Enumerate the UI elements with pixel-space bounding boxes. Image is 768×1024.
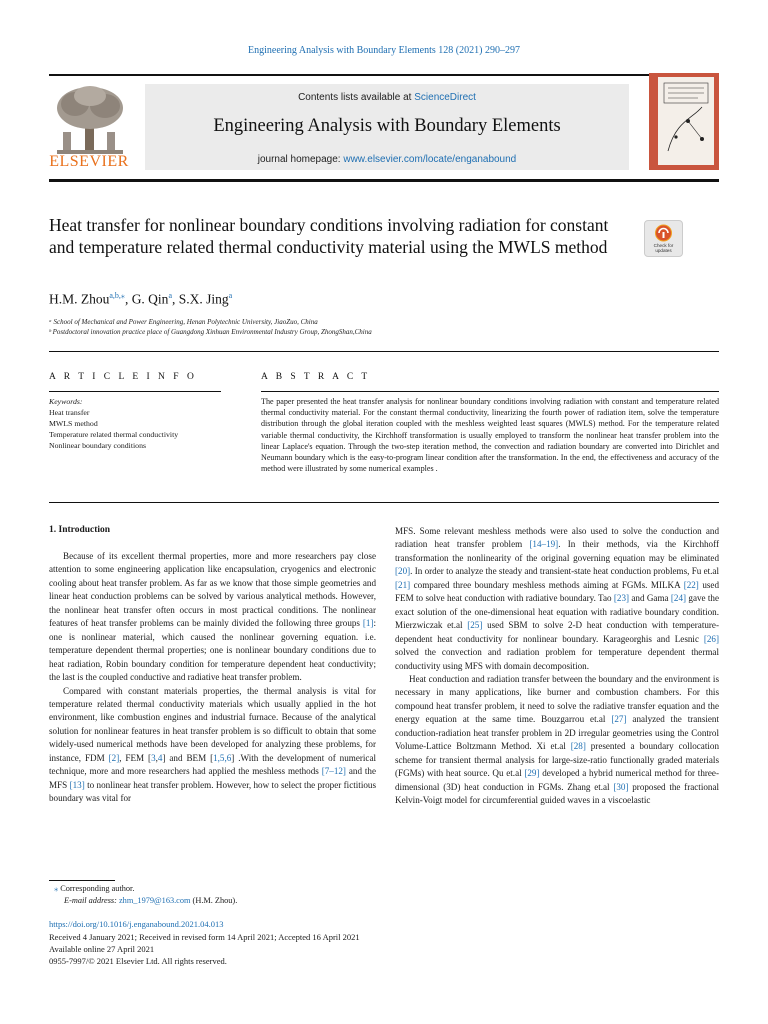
author-sep: , (172, 291, 179, 307)
available-online: Available online 27 April 2021 (49, 944, 155, 954)
text-run: ] .With the development of numerical technique, more and more researchers had applied the meshless methods (49, 752, 377, 777)
citation-link[interactable]: [7–12] (321, 766, 346, 777)
email-link[interactable]: zhm_1979@163.com (119, 896, 191, 905)
journal-reference-link[interactable]: Engineering Analysis with Boundary Elements 128 (2021) 290–297 (248, 45, 520, 56)
paragraph (395, 525, 719, 673)
citation-link[interactable]: [30] (613, 781, 629, 792)
text-run: ] and BEM [ (162, 752, 214, 763)
corresponding-label: Corresponding author. (58, 884, 135, 893)
text-run: Because of its excellent thermal properties, more and more researchers pay close attention to some engineering application like encapsulation, cryogenics and electronic cooling about heat transfer problem. As far as we know that those simple geometries and linear heat conduction problems can be solved by various analytical methods. However, the nonlinear heat transfer often occurs in most practical conditions. The nonlinear features of heat transfer problems can be mainly divided the following three groups (49, 551, 376, 629)
email-suffix: (H.M. Zhou). (190, 896, 238, 905)
citation-link[interactable]: [26] (703, 633, 719, 644)
received-dates: Received 4 January 2021; Received in revised form 14 April 2021; Accepted 16 April 2021 (49, 932, 360, 942)
citation-link[interactable]: [29] (524, 768, 540, 779)
text-run: presented a boundary collocation scheme for transient thermal analysis for large-size-ratio functionally graded materials (FGMs) with heat source. Qu et.al (395, 741, 719, 779)
citation-link[interactable]: [23] (613, 593, 630, 604)
contents-prefix: Contents lists available at (298, 92, 415, 103)
paragraph (395, 673, 719, 808)
text-run: solved the convection and radiation problem for temperature dependent thermal conductivity using MFS with domain decomposition. (395, 647, 719, 671)
contents-line (145, 92, 629, 103)
author-3[interactable]: S.X. Jing (178, 291, 229, 307)
citation-link[interactable]: [20] (395, 566, 411, 577)
copyright: 0955-7997/© 2021 Elsevier Ltd. All rights reserved. (49, 956, 227, 966)
citation-link[interactable]: 4 (157, 752, 163, 763)
masthead (49, 74, 719, 182)
text-run: Heat conduction and radiation transfer between the boundary and the environment is necessary in many applications, like burner and combustion chambers. For this compound heat transfer problem, it need to solve the radiative transfer equation and the energy equation at the same time. Bouzgarrou et.al (395, 673, 719, 725)
text-run: to nonlinear heat transfer problem. However, how to select the proper fictitious boundary was vital for (49, 779, 376, 804)
cover-art (658, 77, 714, 165)
citation-link[interactable]: [2] (108, 752, 120, 763)
keyword-item: MWLS method (49, 419, 98, 428)
publisher-name: ELSEVIER (49, 153, 129, 170)
citation-link[interactable]: [25] (467, 620, 483, 631)
author-sep: , (124, 291, 132, 307)
citation-link[interactable]: [28] (570, 741, 586, 752)
text-run: gave the exact solution of the one-dimensional heat equation with radiative boundary condition. Mierzwiczak et.al (395, 593, 720, 631)
author-2-affil[interactable]: a (168, 291, 172, 300)
author-1-affil[interactable]: a,b,⁎ (109, 291, 125, 300)
keyword-item: Nonlinear boundary conditions (49, 441, 147, 450)
sciencedirect-link[interactable]: ScienceDirect (414, 92, 476, 103)
citation-link[interactable]: [21] (395, 579, 411, 590)
divider (261, 391, 719, 392)
divider (49, 502, 719, 503)
right-column (395, 525, 719, 808)
citation-link[interactable]: [14–19] (529, 539, 559, 550)
keyword-item: Heat transfer (49, 408, 90, 417)
journal-homepage-link[interactable]: www.elsevier.com/locate/enganabound (343, 154, 517, 165)
paragraph (49, 550, 376, 685)
abstract-text: The paper presented the heat transfer analysis for nonlinear boundary conditions involving radiation with constant and temperature related thermal conductivity material. For the constant thermal conductivity, linearizing the fourth power of radiation item, solve the temperature distribution through the global iteration coupled with the meshless weighted least squares (MWLS) method. For the temperature related variable thermal conductivity, the Kirchhoff transformation is usually employed to transform the nonlinear heat transfer problem into the linear Laplace's equation. Through the two-step iteration method, the convection and radiation boundary are converted into Dirichlet and Neumann boundary which is the easy-to-program linear condition after the transformation. In the end, the effectiveness and accuracy of the method were illustrated by some numerical examples . (261, 397, 719, 474)
homepage-prefix: journal homepage: (257, 154, 344, 165)
text-run: . In their methods, via the Kirchhoff transformation the nonlinearity of the original governing equation may be eliminated (395, 539, 720, 563)
citation-link[interactable]: [22] (683, 579, 699, 590)
abstract-heading: A B S T R A C T (261, 372, 371, 382)
text-run: Compared with constant materials properties, the thermal analysis is vital for temperature related thermal conductivity materials which usually applied in the hot environment, like combustion engines and industrial furnace. Because of the analytical solution for nonlinear features in heat transfer problem is so difficult to obtain that some widely-used numerical methods have been developed for analyzing these problems, for instance, FDM (49, 685, 376, 763)
affiliation-a: ᵃ School of Mechanical and Power Engineering, Henan Polytechnic University, JiaoZuo, China (49, 318, 318, 326)
keyword-item: Temperature related thermal conductivity (49, 430, 179, 439)
check-updates-label: Check for updates (653, 243, 674, 253)
keywords-block (49, 396, 229, 451)
citation-link[interactable]: [1] (362, 618, 374, 629)
text-run: developed a hybrid numerical method for three-dimensional (3D) heat conduction in FGMs. Zhang et.al (395, 768, 719, 792)
article-info-heading: A R T I C L E I N F O (49, 372, 197, 382)
paragraph (49, 685, 376, 806)
check-for-updates-badge[interactable] (644, 220, 683, 257)
keywords-label: Keywords: (49, 397, 83, 406)
citation-link[interactable]: [13] (69, 779, 85, 790)
journal-banner (145, 84, 629, 170)
text-run: used FEM to solve heat conduction with radiative boundary. Tao (395, 579, 719, 604)
text-run: : one is nonlinear material, which caused the nonlinear governing equation. i.e. temperature dependent thermal properties; one is nonlinear boundary conditions due to heat radiation, Robin boundary condition for temperature dependent heat conductivity; the last is the coupled conductive and radiative heat transfer problem. (49, 618, 376, 683)
text-run: , FEM [ (119, 752, 152, 763)
text-run: compared three boundary meshless methods aiming at FGMs. MILKA (410, 579, 684, 590)
text-run: analyzed the transient conduction-radiation heat transfer problem in 2D irregular geometries using the Control Volume-Lattice Boltzmann Method. Xi et.al (395, 714, 720, 752)
text-run: . In order to analyze the steady and transient-state heat conduction problems, Fu et.al (410, 566, 719, 577)
author-2[interactable]: G. Qin (131, 291, 169, 307)
cover-graphic-icon (658, 77, 714, 165)
footnote-divider (49, 880, 115, 881)
journal-cover-icon[interactable] (649, 73, 719, 170)
text-run: and the MFS (49, 766, 376, 790)
citation-link[interactable]: 1,5,6 (213, 752, 232, 763)
journal-title: Engineering Analysis with Boundary Elements (213, 116, 561, 136)
corresponding-mark[interactable]: ⁎ (54, 884, 59, 893)
divider (49, 351, 719, 352)
divider (49, 391, 221, 392)
section-heading-introduction: 1. Introduction (49, 525, 111, 535)
text-run: , (155, 752, 158, 763)
citation-link[interactable]: [27] (611, 714, 627, 725)
corresponding-author-note (54, 883, 134, 893)
author-list (49, 291, 232, 308)
email-label: E-mail address: (64, 896, 119, 905)
affiliation-b: ᵇ Postdoctoral innovation practice place of Guangdong Xinhuan Environmental Industry Group, ZhongShan,China (49, 328, 372, 336)
elsevier-tree-icon (55, 84, 125, 156)
left-column (49, 550, 376, 806)
text-run: MFS. Some relevant meshless methods were also used to solve the conduction and radiation heat transfer problem (395, 526, 719, 550)
publisher-logo[interactable] (49, 82, 139, 174)
citation-link[interactable]: 3 (151, 752, 156, 763)
homepage-line (145, 154, 629, 165)
author-1[interactable]: H.M. Zhou (49, 291, 110, 307)
article-title: Heat transfer for nonlinear boundary conditions involving radiation for constant and temperature related thermal conductivity material using the MWLS method (49, 215, 609, 257)
author-3-affil[interactable]: a (228, 291, 233, 300)
email-note (64, 896, 237, 905)
text-run: used SBM to solve 2-D heat conduction with temperature-dependent heat conductivity for nonlinear boundary. Karageorghis and Lesnic (395, 620, 719, 644)
text-run: proposed the fractional Kelvin-Voigt model for circumferential guided waves in a viscoelastic (395, 781, 720, 806)
citation-link[interactable]: [24] (670, 593, 687, 604)
doi-link[interactable]: https://doi.org/10.1016/j.enganabound.2021.04.013 (49, 919, 224, 929)
text-run: and Gama (629, 593, 671, 604)
